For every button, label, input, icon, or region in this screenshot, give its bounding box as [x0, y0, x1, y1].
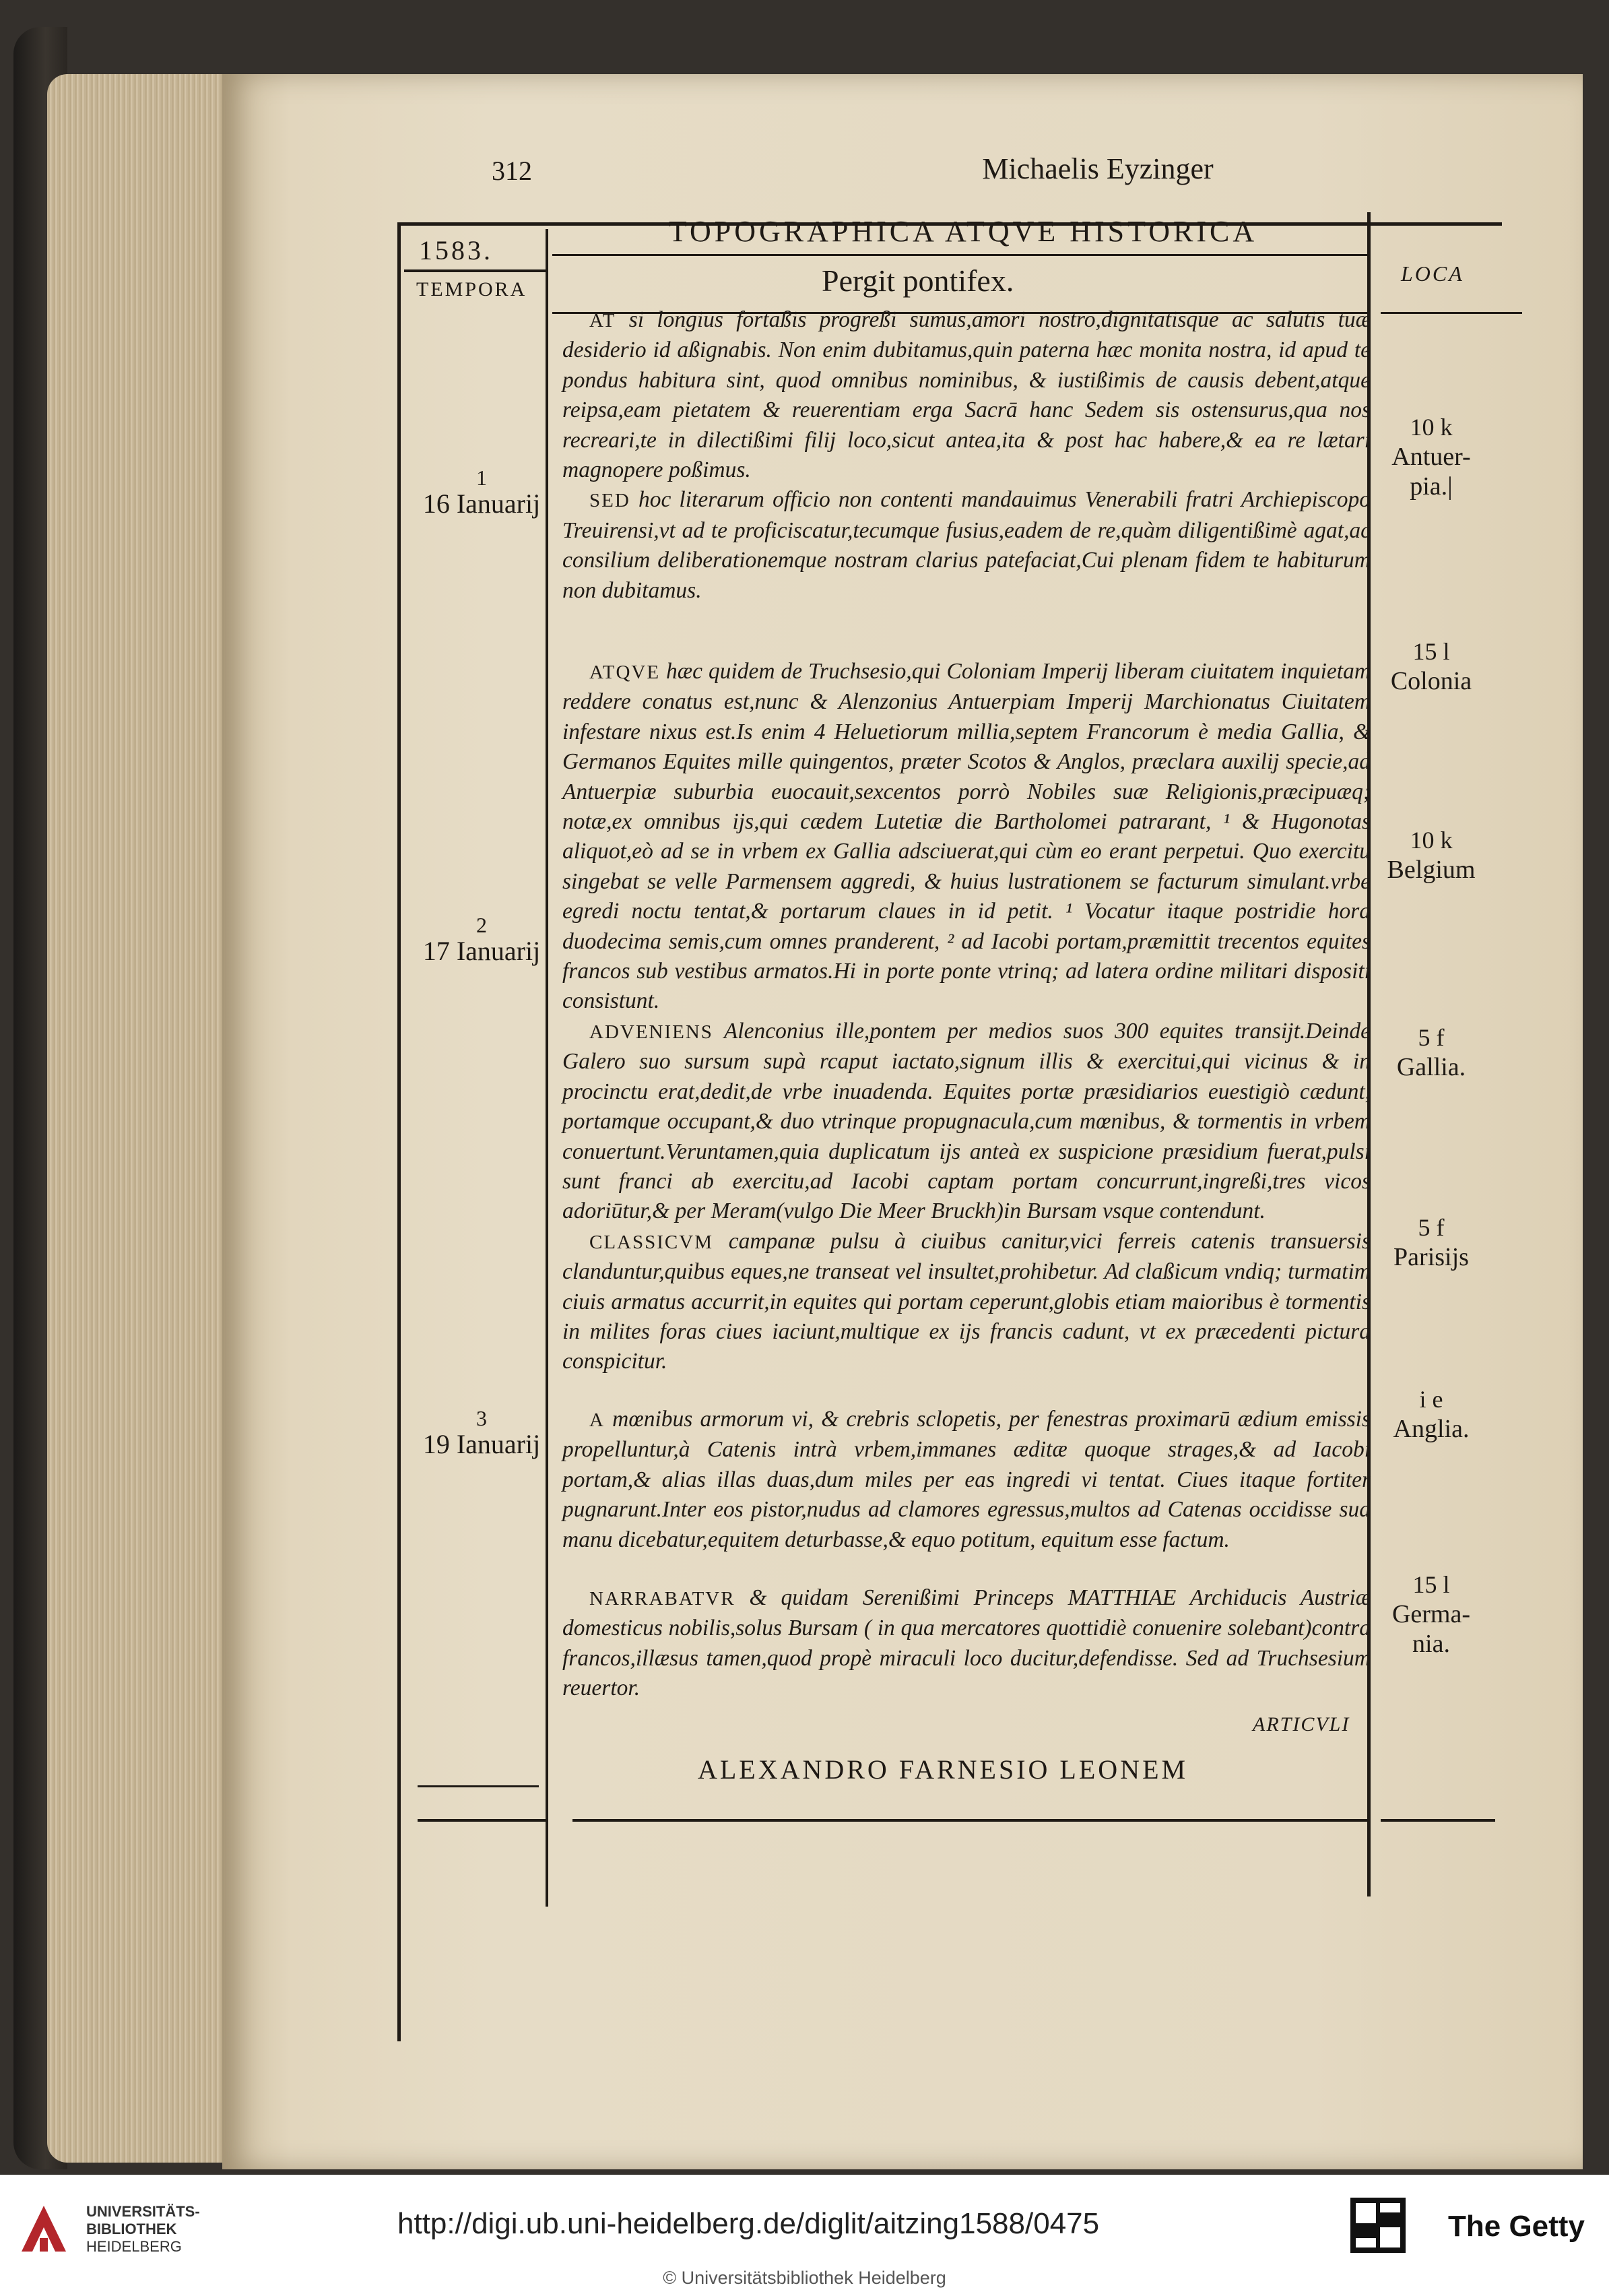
- title-rule-top: [552, 254, 1367, 256]
- bottom-title: ALEXANDRO FARNESIO LEONEM: [697, 1754, 1189, 1785]
- university-library-name: UNIVERSITÄTS- BIBLIOTHEK HEIDELBERG: [86, 2203, 200, 2255]
- paragraph: NARRABATVR & quidam Serenißimi Princeps MATTHIAE Archiducis Austriæ domesticus nobilis,solus Bursam ( in qua mercatores quottidiè conuenire solebant)contra francos,illæsus tamen,quod propè miraculi loco ducitur,defendisse. Sed ad Truchsesium reuertor.: [562, 1585, 1371, 1701]
- date-note: 2 17 Ianuarij: [422, 913, 541, 966]
- paragraph: A mœnibus armorum vi, & crebris sclopetis, per fenestras proximarū ædium emissis propelluntur,à Catenis intrà vrbem,immanes æditæ quoque strages,& ad Iacobi portam,& alias illas duas,dum miles per eas ingredi vi tentat. Ciues itaque fortiter pugnarunt.Inter eos pistor,nudus ad clamores egressus,multos ad Catenas occidisse sua manu dicebatur,equitem deturbasse,& equo potitum, equitum esse factum.: [562, 1407, 1371, 1552]
- paragraph: SED hoc literarum officio non contenti mandauimus Venerabili fratri Archiepiscopo Treuirensi,vt ad te proficiscatur,tecumque fusius,eadem de re,quàm diligentißimè agat,ac consilium deliberationemque nostram clarius patefaciat,Cui plenam fidem te habiturum non dubitamus.: [562, 487, 1371, 603]
- catchword: ARTICVLI: [1253, 1713, 1350, 1735]
- bottom-thin-rule: [418, 1785, 539, 1787]
- body-block-3: [562, 1405, 1371, 1555]
- left-outer-rule: [397, 222, 401, 2041]
- column-head-tempora: TEMPORA: [416, 278, 527, 300]
- year-rule: [404, 269, 546, 272]
- permalink-url[interactable]: http://digi.ub.uni-heidelberg.de/diglit/aitzing1588/0475: [397, 2207, 1100, 2240]
- column-head-loca: LOCA: [1401, 261, 1464, 286]
- date-note: 1 16 Ianuarij: [422, 466, 541, 519]
- bottom-rule-main: [572, 1819, 1367, 1822]
- section-title: Pergit pontifex.: [822, 263, 1014, 298]
- place-note: 10 k Antuer-pia.|: [1391, 414, 1471, 501]
- running-head-author: Michaelis Eyzinger: [982, 152, 1214, 185]
- page-title: TOPOGRAPHICA ATQVE HISTORICA: [668, 215, 1258, 248]
- paragraph: AT si longius fortaßis progreßi sumus,amori nostro,dignitatisque ac salutis tuæ desiderio id aßignabis. Non enim dubitamus,quin paterna hæc monita nostra, id apud te pondus habitura sint, quod omnibus nominibus, & iustißimis de causis debent,atque reipsa,eam pietatem & reuerentiam erga Sacrā hanc Sedem sis ostensurus,qua nos recreari,te in dilectißimi filij loco,sicut antea,ita & post hac habere,& ea re lætari magnopere poßimus.: [562, 307, 1371, 483]
- place-note: 5 f Gallia.: [1396, 1024, 1466, 1081]
- paragraph: ATQVE hæc quidem de Truchsesio,qui Coloniam Imperij liberam ciuitatem inquietam reddere conatus est,nunc & Alenzonius Antuerpiam Imperij Marchionatus Ciuitatem infestare nixus est.Is enim 4 Heluetiorum millia,septem Francorum è media Gallia, & Germanos Equites mille quingentos, præter Scotos & Anglos, præclara auxilij specie,ad Antuerpiæ suburbia euocauit,sexcentos porrò Nobiles suæ Religionis,præcipuæq; notæ,ex omnibus ijs,qui cædem Lutetiæ die Bartholomei patrarant, ¹ & Hugonotas aliquot,eò ad se in vrbem ex Gallia adsciuerat,qui cùm eo erant perpetui. Quo exercitu singebat se velle Parmensem aggredi, & huius lustrationem se facturum simulant.vrbe egredi noctu tentat,& portarum claues in id petit. ¹ Vocatur itaque postridie hora duodecima semis,cum omnes pranderent, ² ad Iacobi portam,præmittit trecentos equites francos sub vestibus armatos.Hi in porte ponte vtrinq; ad latera ordine militari dispositi consistunt.: [562, 659, 1371, 1014]
- getty-logo-icon: [1350, 2198, 1406, 2253]
- paragraph: ADVENIENS Alenconius ille,pontem per medios suos 300 equites transijt.Deinde Galero suo sursum supà rcaput iactato,signum illis & exercitui,qui vicinus & in procinctu erat,dedit,de vrbe inuadenda. Equites portæ præsidiarios euestigiò cædunt, portamque occupant,& duo vtrinque propugnacula,cum mœnibus, & tormentis in vrbem conuertunt.Veruntamen,quia duplicatum ijs anteà ex suspicione præsidium fuerat,pulsi sunt franci ab exercitu,ad Iacobi captam portam concurrunt,ingreßi,tres vicos adoriūtur,& per Meram(vulgo Die Meer Bruckh)in Bursam vsque contendunt.: [562, 1018, 1371, 1224]
- place-note: 15 l Colonia: [1390, 638, 1472, 695]
- body-block-4: [562, 1583, 1371, 1704]
- place-note: 10 k Belgium: [1387, 827, 1476, 884]
- place-note: 15 l Germa-nia.: [1391, 1571, 1471, 1658]
- year-label: 1583.: [419, 235, 493, 265]
- copyright-notice: © Universitätsbibliothek Heidelberg: [663, 2268, 946, 2288]
- body-block-2: [562, 657, 1371, 1377]
- date-note: 3 19 Ianuarij: [422, 1406, 541, 1459]
- bottom-rule-right: [1381, 1819, 1495, 1822]
- body-block-1: [562, 305, 1371, 606]
- viewer-footer: [0, 2175, 1609, 2296]
- getty-name: The Getty: [1448, 2210, 1585, 2243]
- paragraph: CLASSICVM campanæ pulsu à ciuibus canitur,vici ferreis catenis transuersis clanduntur,quibus eques,ne transeat vel insultet,prohibetur. Ad claßicum vndiq; turmatim ciuis armatus accurrit,in equites qui portam ceperunt,globis etiam maioribus è tormentis in milites foras ciues iaciunt,multique ex ijs francis cadunt, vt ex præcedenti pictura conspicitur.: [562, 1228, 1371, 1374]
- place-note: 5 f Parisijs: [1393, 1214, 1469, 1271]
- bottom-rule-left: [418, 1819, 546, 1822]
- place-note: i e Anglia.: [1393, 1386, 1470, 1443]
- loca-head-rule: [1381, 312, 1522, 314]
- university-library-logo-icon: [15, 2200, 73, 2258]
- page-number: 312: [492, 156, 532, 186]
